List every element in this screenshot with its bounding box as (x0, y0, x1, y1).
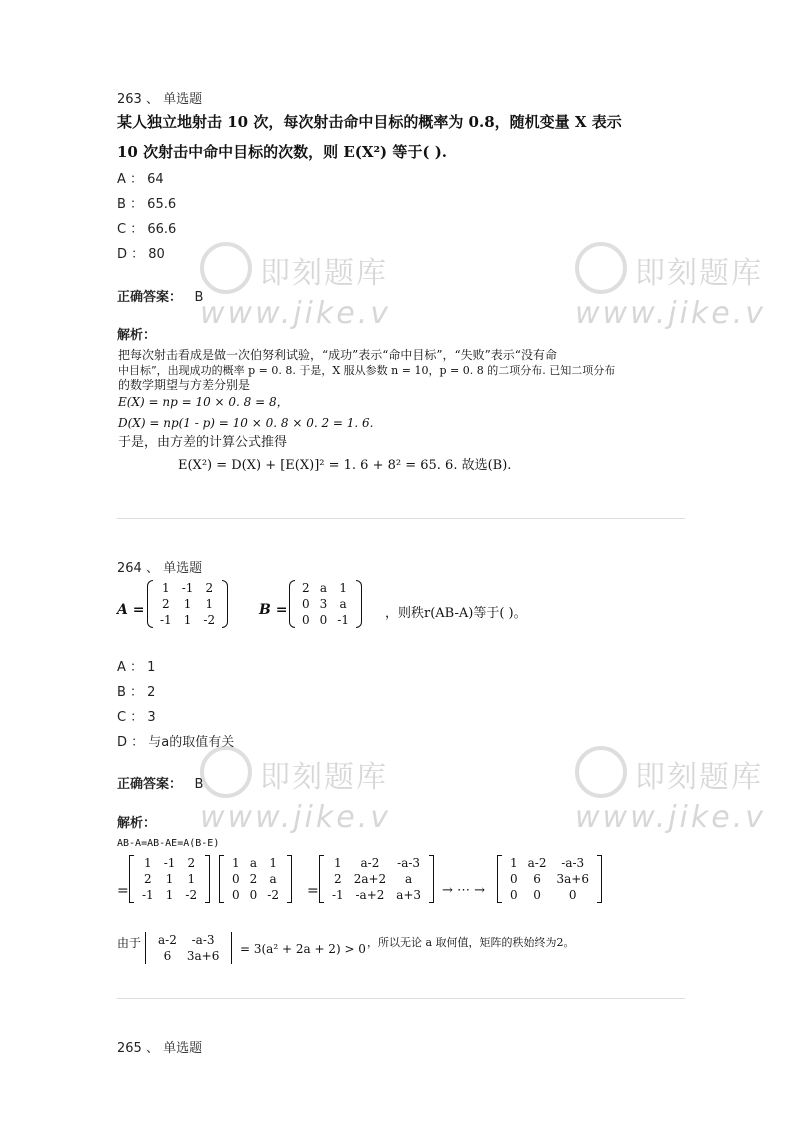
matrix-cell: 0 (510, 872, 518, 886)
matrix-cell: 0 (232, 872, 240, 886)
answer-label: 正确答案： (117, 290, 183, 305)
matrix-cell: a (249, 856, 258, 870)
det-conclusion: ，所以无论 a 取何值，矩阵的秩始终为2。 (367, 936, 575, 949)
matrix-cell: -a-3 (191, 933, 215, 947)
analysis-line: 把每次射击看成是做一次伯努利试验，“成功”表示“命中目标”，“失败”表示“没有命 (118, 348, 557, 362)
matrix-cell: 3 (319, 597, 328, 611)
matrix-b (289, 580, 362, 628)
equals-sign: = (117, 883, 129, 899)
matrix-cell: -2 (185, 888, 198, 902)
matrix-a-label: A = (117, 602, 145, 618)
matrix-cell: -a-3 (561, 856, 585, 870)
analysis-line: 中目标”，出现成功的概率 p = 0. 8. 于是，X 服从参数 n = 10，p = 0. 8 的二项分布. 已知二项分布 (118, 364, 616, 377)
matrix-cell: 0 (302, 613, 310, 627)
option-c: C ： 3 (117, 710, 156, 725)
matrix-cell: 2 (187, 856, 196, 870)
panda-logo-icon (200, 242, 252, 294)
matrix-cell: a+3 (396, 888, 422, 902)
matrix-cell: 2 (334, 872, 342, 886)
matrix-cell: 0 (568, 888, 577, 902)
watermark-url-text: www.jike.v (200, 296, 392, 331)
matrix-m2 (219, 855, 292, 903)
option-b: B ： 2 (117, 685, 156, 700)
matrix-cell: a (319, 581, 328, 595)
matrix-cell: 1 (339, 581, 347, 595)
question-header: 264 、 单选题 (117, 561, 203, 576)
matrix-cell: -a-3 (397, 856, 421, 870)
matrix-cell: a (405, 872, 413, 886)
determinant (145, 932, 232, 964)
option-d: D ： 80 (117, 247, 165, 262)
question-stem-tail: ，则秩r(AB-A)等于( )。 (385, 606, 527, 621)
watermark-url-text: www.jike.v (575, 800, 767, 835)
analysis-label: 解析： (117, 816, 157, 831)
matrix-cell: 0 (533, 888, 541, 902)
matrix-cell: 1 (144, 856, 152, 870)
question-header: 263 、 单选题 (117, 92, 203, 107)
matrix-cell: 2 (162, 597, 170, 611)
analysis-matrix-row (117, 853, 687, 927)
analysis-line: 于是，由方差的计算公式推得 (118, 435, 288, 450)
matrix-cell: 2 (205, 581, 214, 595)
matrix-cell: 0 (319, 613, 328, 627)
answer-value: B (194, 777, 204, 792)
matrix-cell: 0 (232, 888, 240, 902)
matrix-m1 (129, 855, 210, 903)
matrix-cell: 1 (162, 581, 170, 595)
analysis-line: D(X) = np(1 - p) = 10 × 0. 8 × 0. 2 = 1. 6. (118, 416, 374, 430)
watermark-logo-text: 即刻题库 (260, 256, 388, 291)
separator (117, 998, 685, 999)
option-c: C ： 66.6 (117, 222, 177, 237)
matrix-cell: 1 (510, 856, 518, 870)
separator (117, 518, 685, 519)
matrix-cell: 1 (183, 597, 192, 611)
matrix-cell: a-2 (527, 856, 547, 870)
matrix-cell: 0 (302, 597, 310, 611)
watermark-logo-text: 即刻题库 (635, 256, 763, 291)
analysis-line: E(X) = np = 10 × 0. 8 = 8， (118, 395, 289, 409)
option-a: A ： 64 (117, 172, 164, 187)
matrix-cell: -1 (337, 613, 349, 627)
matrix-cell: 1 (334, 856, 342, 870)
matrix-m3 (319, 855, 434, 903)
answer-label: 正确答案： (117, 777, 183, 792)
panda-logo-icon (200, 746, 252, 798)
matrix-a (147, 580, 228, 628)
det-prefix: 由于 (117, 936, 142, 950)
matrix-cell: 3a+6 (186, 949, 220, 963)
option-b: B ： 65.6 (117, 197, 177, 212)
analysis-label: 解析： (117, 328, 157, 343)
matrix-cell: 1 (232, 856, 240, 870)
matrix-cell: -1 (332, 888, 344, 902)
matrix-cell: a-2 (360, 856, 380, 870)
analysis-line: 的数学期望与方差分别是 (118, 378, 251, 392)
matrix-cell: 1 (205, 597, 214, 611)
watermark-logo-text: 即刻题库 (260, 760, 388, 795)
arrow-sequence: → ⋯ → (442, 883, 486, 898)
matrix-cell: -2 (267, 888, 279, 902)
matrix-cell: 6 (163, 949, 172, 963)
matrix-cell: 1 (187, 872, 196, 886)
matrix-cell: a (269, 872, 277, 886)
matrix-cell: 2 (144, 872, 152, 886)
matrix-cell: -a+2 (355, 888, 385, 902)
matrix-m4 (497, 855, 602, 903)
matrix-cell: -1 (163, 856, 176, 870)
matrix-cell: -1 (142, 888, 154, 902)
matrix-cell: a-2 (158, 933, 177, 947)
matrix-cell: 2 (249, 872, 258, 886)
option-a: A ： 1 (117, 660, 156, 675)
question-stem (117, 578, 677, 644)
matrix-b-label: B = (259, 602, 288, 618)
det-result: = 3(a² + 2a + 2) > 0 (240, 942, 366, 956)
equals-sign: = (307, 883, 319, 899)
analysis-line: AB-A=AB-AE=A(B-E) (117, 838, 220, 849)
question-stem-line: 10 次射击中命中目标的次数，则 E(X²) 等于( ). (117, 143, 448, 161)
matrix-cell: 1 (165, 872, 174, 886)
analysis-line: E(X²) = D(X) + [E(X)]² = 1. 6 + 8² = 65. 6. 故选(B). (178, 458, 512, 473)
matrix-cell: -2 (203, 613, 216, 627)
matrix-cell: -1 (160, 613, 172, 627)
matrix-cell: 2 (302, 581, 310, 595)
matrix-cell: -1 (181, 581, 194, 595)
panda-logo-icon (575, 242, 627, 294)
matrix-cell: 3a+6 (556, 872, 589, 886)
analysis-determinant-row (117, 930, 687, 978)
matrix-cell: 1 (165, 888, 174, 902)
answer-row (117, 286, 203, 305)
matrix-cell: 0 (510, 888, 518, 902)
matrix-cell: a (339, 597, 347, 611)
option-d: D ： 与a的取值有关 (117, 735, 235, 750)
matrix-cell: 6 (533, 872, 541, 886)
analysis-text (118, 348, 688, 473)
watermark-url-text: www.jike.v (200, 800, 392, 835)
question-header: 265 、 单选题 (117, 1041, 203, 1056)
matrix-cell: 1 (183, 613, 192, 627)
watermark-url-text: www.jike.v (575, 296, 767, 331)
matrix-cell: 2a+2 (353, 872, 387, 886)
answer-value: B (194, 290, 204, 305)
question-stem-line: 某人独立地射击 10 次，每次射击命中目标的概率为 0.8，随机变量 X 表示 (117, 113, 622, 131)
matrix-cell: 0 (249, 888, 258, 902)
panda-logo-icon (575, 746, 627, 798)
answer-row (117, 773, 203, 792)
matrix-cell: 1 (269, 856, 277, 870)
watermark-logo-text: 即刻题库 (635, 760, 763, 795)
